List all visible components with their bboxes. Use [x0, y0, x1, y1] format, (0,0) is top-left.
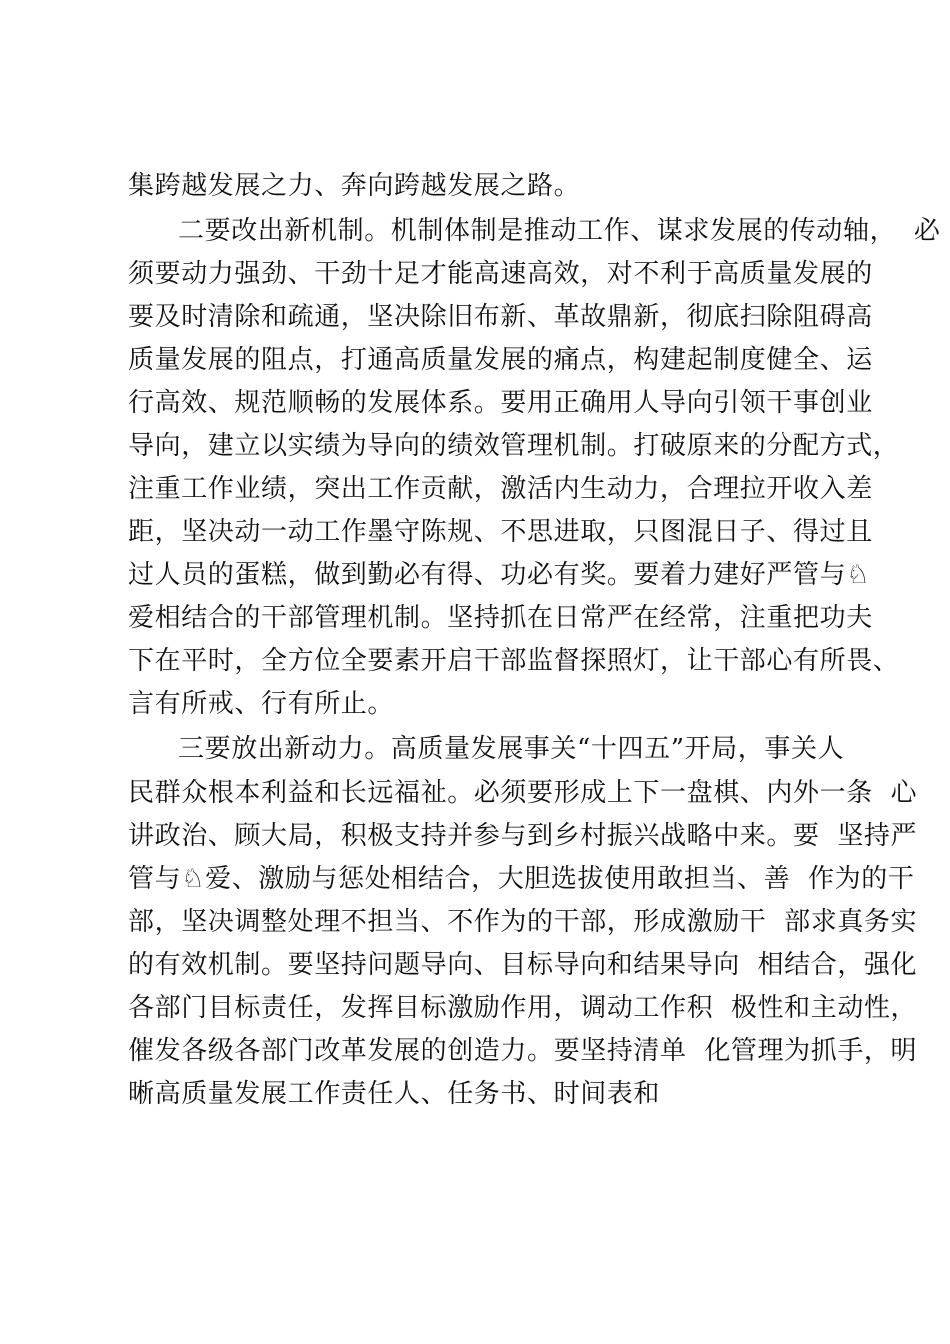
paragraph-2-line-6: 导向，建立以实绩为导向的绩效管理机制。打破原来的分配方式，	[128, 431, 900, 461]
paragraph-2-line-12: 言有所戒、行有所止。	[128, 689, 395, 719]
paragraph-2-line-4: 质量发展的阻点，打通高质量发展的痛点，构建起制度健全、运	[128, 345, 873, 375]
paragraph-1-line-1: 集跨越发展之力、奔向跨越发展之路。	[128, 171, 581, 201]
paragraph-2-line-1: 二要改出新机制。机制体制是推动工作、谋求发展的传动轴， 必	[178, 216, 941, 246]
paragraph-2-line-2: 须要动力强劲、干劲十足才能高速高效，对不利于高质量发展的	[128, 259, 873, 289]
paragraph-3-line-9: 晰高质量发展工作责任人、任务书、时间表和	[128, 1079, 661, 1109]
paragraph-3-line-4: 管与♘爱、激励与惩处相结合，大胆选拔使用敢担当、善 作为的干	[128, 864, 915, 894]
paragraph-3-line-8: 催发各级各部门改革发展的创造力。要坚持清单 化管理为抓手，明	[128, 1036, 918, 1066]
paragraph-3-line-1: 三要放出新动力。高质量发展事关“十四五”开局，事关人	[178, 734, 845, 764]
paragraph-3-line-5: 部，坚决调整处理不担当、不作为的干部，形成激励干 部求真务实	[128, 907, 918, 937]
paragraph-2-line-3: 要及时清除和疏通，坚决除旧布新、革故鼎新，彻底扫除阻碍高	[128, 302, 873, 332]
paragraph-2-line-8: 距，坚决动一动工作墨守陈规、不思进取，只图混日子、得过且	[128, 517, 873, 547]
paragraph-2-line-11: 下在平时，全方位全要素开启干部监督探照灯，让干部心有所畏、	[128, 646, 900, 676]
paragraph-2-line-9: 过人员的蛋糕，做到勤必有得、功必有奖。要着力建好严管与♘	[128, 560, 871, 590]
paragraph-2-line-10: 爱相结合的干部管理机制。坚持抓在日常严在经常，注重把功夫	[128, 603, 873, 633]
paragraph-2-line-5: 行高效、规范顺畅的发展体系。要用正确用人导向引领干事创业	[128, 388, 873, 418]
paragraph-3-line-7: 各部门目标责任，发挥目标激励作用，调动工作积 极性和主动性，	[128, 993, 918, 1023]
paragraph-2-line-7: 注重工作业绩，突出工作贡献，激活内生动力，合理拉开收入差	[128, 474, 873, 504]
paragraph-3-line-6: 的有效机制。要坚持问题导向、目标导向和结果导向 相结合，强化	[128, 950, 918, 980]
paragraph-3-line-2: 民群众根本利益和长远福祉。必须要形成上下一盘棋、内外一条 心	[128, 778, 918, 808]
paragraph-3-line-3: 讲政治、顾大局，积极支持并参与到乡村振兴战略中来。要 坚持严	[128, 821, 918, 851]
